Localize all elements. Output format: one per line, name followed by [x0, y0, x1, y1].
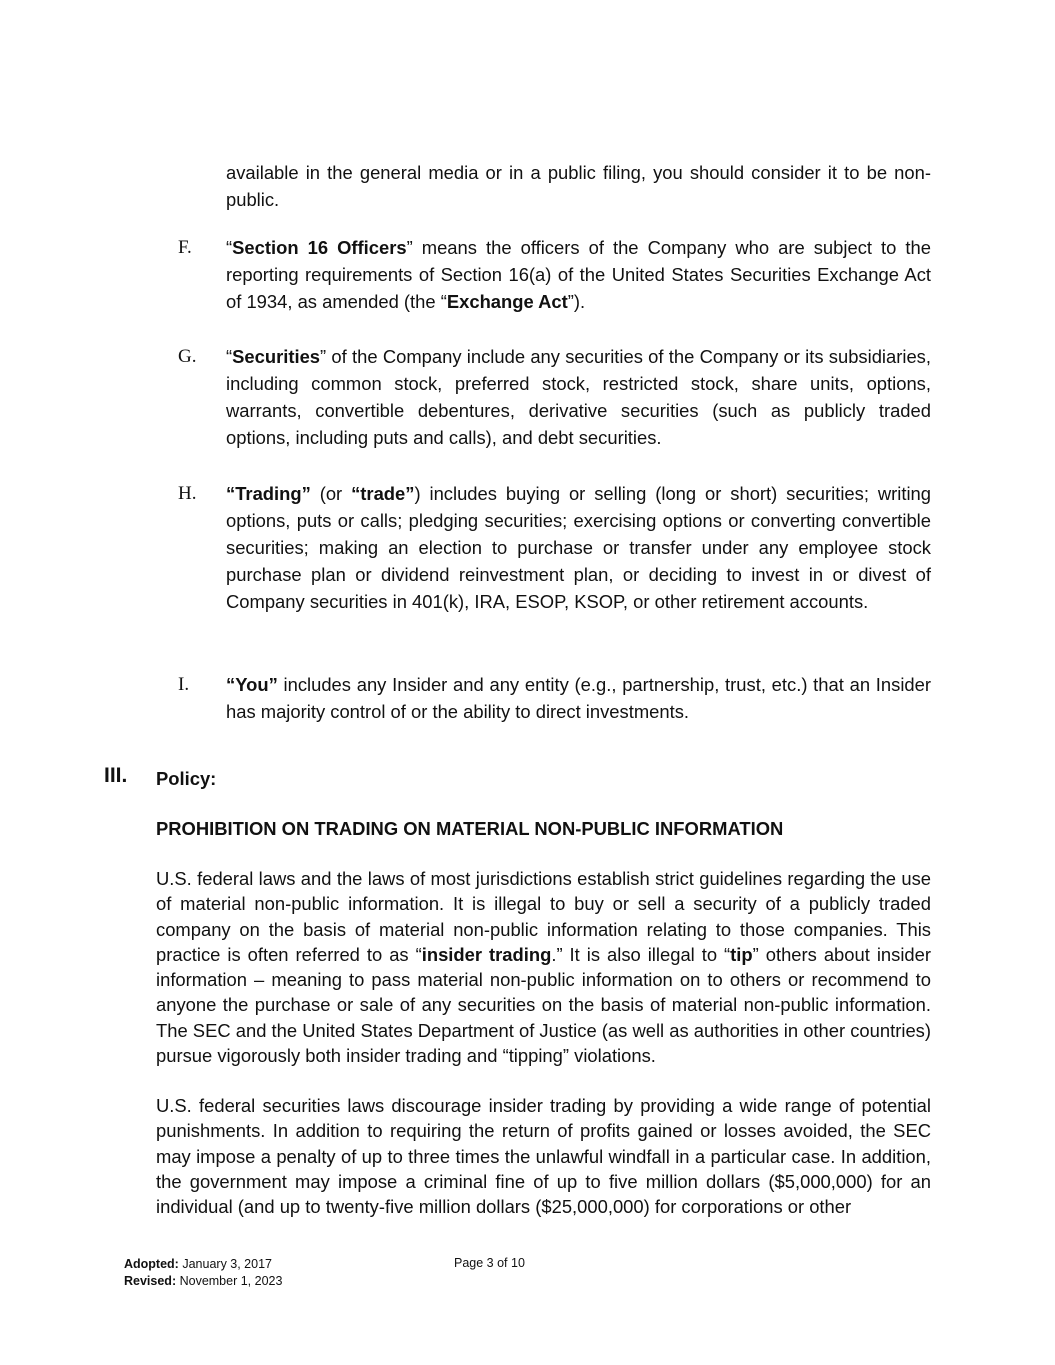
footer-revised — [124, 1273, 282, 1290]
footer-adopted-date: January 3, 2017 — [182, 1257, 272, 1271]
bold-term: Section 16 Officers — [232, 237, 407, 258]
definition-letter-h: H. — [178, 483, 197, 504]
bold-term: Securities — [232, 346, 321, 367]
text-run: ”). — [567, 291, 586, 312]
text-run: “ — [226, 346, 233, 367]
bold-term: “trade” — [351, 483, 415, 504]
text-run: (or — [310, 483, 352, 504]
definition-letter-f: F. — [178, 237, 192, 258]
definition-letter-g: G. — [178, 346, 197, 367]
continuation-paragraph: available in the general media or in a public filing, you should consider it to be non-public. — [226, 162, 931, 210]
text-run: includes any Insider and any entity (e.g., partnership, trust, etc.) that an Insider has majority control of or the ability to direct investments. — [226, 674, 931, 722]
section-number: III. — [104, 764, 128, 787]
policy-heading: PROHIBITION ON TRADING ON MATERIAL NON-PUBLIC INFORMATION — [156, 818, 784, 839]
footer-revised-date: November 1, 2023 — [179, 1274, 283, 1288]
definition-letter-i: I. — [178, 674, 190, 695]
footer-revised-label: Revised: — [124, 1274, 177, 1288]
bold-term: Exchange Act — [446, 291, 568, 312]
definition-you — [226, 671, 931, 725]
definition-trading — [226, 480, 931, 615]
page-number: Page 3 of 10 — [454, 1256, 525, 1270]
body-paragraph-insider-trading — [156, 866, 931, 1068]
text-run: U.S. federal securities laws discourage insider trading by providing a wide range of potential punishments. In addition to requiring the return of profits gained or losses avoided, the SEC may impose a penalty of up to three times the unlawful windfall in a particular case. In addition, the government may impose a criminal fine of up to five million dollars ($5,000,000) for an individual (and up to twenty-five million dollars ($25,000,000) for corporations or other — [156, 1095, 931, 1218]
definition-securities — [226, 343, 931, 451]
text-run: ) includes buying or selling (long or short) securities; writing options, puts or calls; pledging securities; exercising options or converting convertible securities; making an election to purchase or transfer under any employee stock purchase plan or dividend reinvestment plan, or deciding to invest in or divest of Company securities in 401(k), IRA, ESOP, KSOP, or other retirement accounts. — [226, 483, 932, 612]
text-run: ” others about insider information – meaning to pass material non-public information on to others or recommend to anyone the purchase or sale of any securities on the basis of material non-public information. The SEC and the United States Department of Justice (as well as authorities in other countries) pursue vigorously both insider trading and “tipping” violations. — [156, 943, 932, 1067]
text-run: U.S. federal laws and the laws of most jurisdictions establish strict guidelines regarding the use of material non-public information. It is illegal to buy or sell a security of a publicly traded company on the basis of material non-public information relating to those companies. This practice is often referred to as “ — [156, 868, 931, 965]
text-run: ” of the Company include any securities of the Company or its subsidiaries, including common stock, preferred stock, restricted stock, share units, options, warrants, convertible debentures, derivative securities (such as publicly traded options, including puts and calls), and debt securities. — [226, 346, 931, 448]
footer-adopted-label: Adopted: — [124, 1257, 179, 1271]
bold-term: “Trading” — [226, 483, 311, 504]
text-run: .” It is also illegal to “ — [551, 943, 731, 965]
section-title: Policy: — [156, 768, 217, 789]
bold-term: “You” — [226, 674, 278, 695]
footer-adopted — [124, 1256, 272, 1273]
text-run: ” means the officers of the Company who are subject to the reporting requirements of Section 16(a) of the United States Securities Exchange Act of 1934, as amended (the “ — [226, 237, 931, 312]
definition-section-16-officers — [226, 234, 931, 315]
bold-term: insider trading — [421, 943, 552, 965]
text-run: “ — [226, 237, 233, 258]
bold-term: tip — [730, 943, 753, 965]
body-paragraph-penalties — [156, 1093, 931, 1219]
